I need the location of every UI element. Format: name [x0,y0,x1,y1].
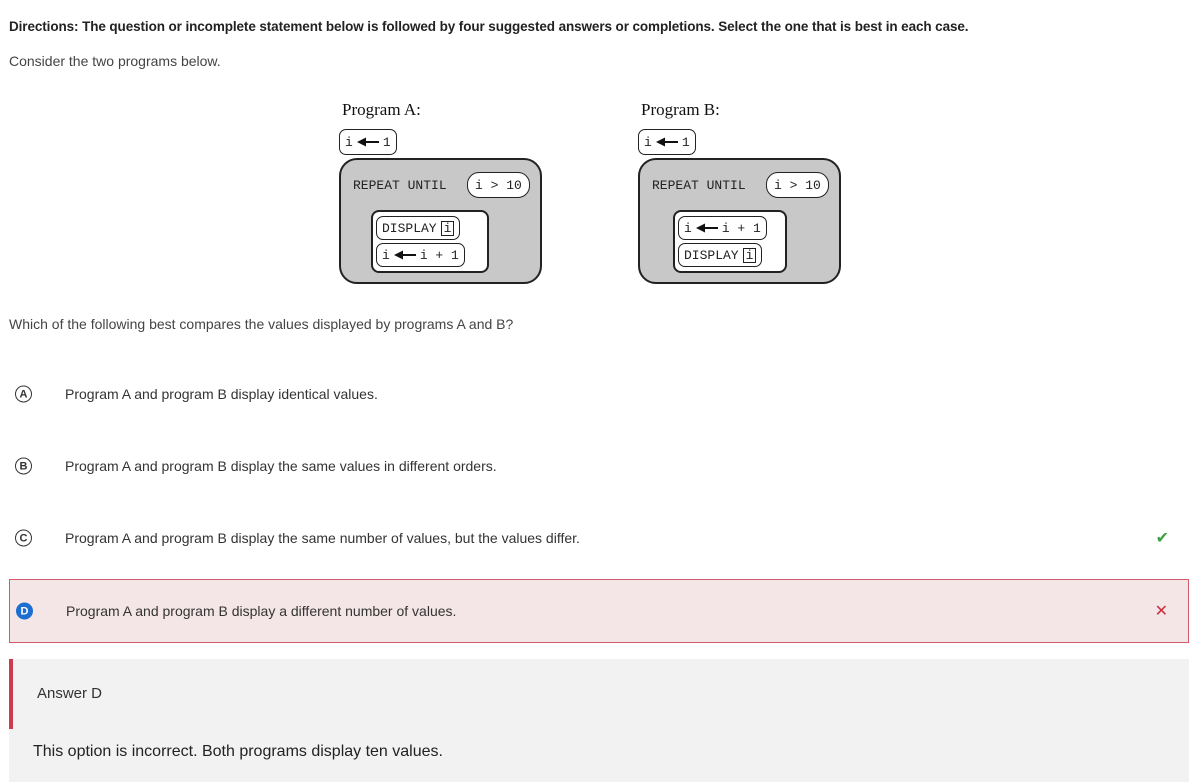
choice-b-text: Program A and program B display the same values in different orders. [65,458,497,474]
program-b-body [673,210,787,273]
assign-arrow-icon [357,137,379,147]
program-b-display-block [678,243,762,267]
program-b-assign-block [678,216,767,240]
choice-d-text: Program A and program B display a different number of values. [66,603,457,619]
choice-c-letter: C [15,530,32,547]
choice-c-text: Program A and program B display the same number of values, but the values differ. [65,530,580,546]
program-a [339,96,544,286]
program-b [638,96,843,286]
feedback-panel [9,659,1189,782]
assign-arrow-icon [656,137,678,147]
choice-b[interactable] [9,434,1189,498]
program-b-repeat-block [638,158,841,284]
choice-d-letter: D [16,603,33,620]
directions-text: Directions: The question or incomplete statement below is followed by four suggested answers or completions. Select the one that is best in each case. [9,19,969,34]
program-a-condition: i > 10 [467,172,530,198]
choice-a-text: Program A and program B display identical values. [65,386,378,402]
assign-arrow-icon [394,250,416,260]
program-b-condition: i > 10 [766,172,829,198]
program-b-display-var: i [743,248,757,263]
program-a-display-var: i [441,221,455,236]
program-a-repeat-label: REPEAT UNTIL [353,178,447,193]
program-a-display-label: DISPLAY [382,220,437,236]
program-b-repeat-label: REPEAT UNTIL [652,178,746,193]
program-a-repeat-block [339,158,542,284]
cross-icon: ✕ [1154,603,1168,620]
check-icon: ✔ [1155,530,1169,547]
choice-a[interactable] [9,362,1189,426]
program-b-assign-expr: i + 1 [721,220,761,236]
feedback-explanation: This option is incorrect. Both programs display ten values. [33,743,443,760]
program-b-display-label: DISPLAY [684,247,739,263]
feedback-accent-bar [9,659,13,729]
program-b-title: Program B: [641,100,720,119]
program-a-body [371,210,489,273]
program-a-assign-block [376,243,465,267]
assign-arrow-icon [696,223,718,233]
feedback-answer: Answer D [37,685,103,702]
intro-text: Consider the two programs below. [9,53,221,69]
program-b-init-var: i [644,134,652,150]
program-b-init-block [638,129,696,155]
program-b-assign-var: i [684,220,692,236]
program-a-assign-var: i [382,247,390,263]
choice-a-letter: A [15,386,32,403]
program-a-init-var: i [345,134,353,150]
program-a-init-val: 1 [382,134,391,150]
program-a-display-block [376,216,460,240]
choice-d[interactable] [9,579,1189,643]
program-a-init-block [339,129,397,155]
choice-c[interactable] [9,506,1189,570]
choice-b-letter: B [15,458,32,475]
question-text: Which of the following best compares the values displayed by programs A and B? [9,316,514,332]
program-a-assign-expr: i + 1 [419,247,459,263]
program-b-init-val: 1 [681,134,690,150]
program-a-title: Program A: [342,100,421,119]
